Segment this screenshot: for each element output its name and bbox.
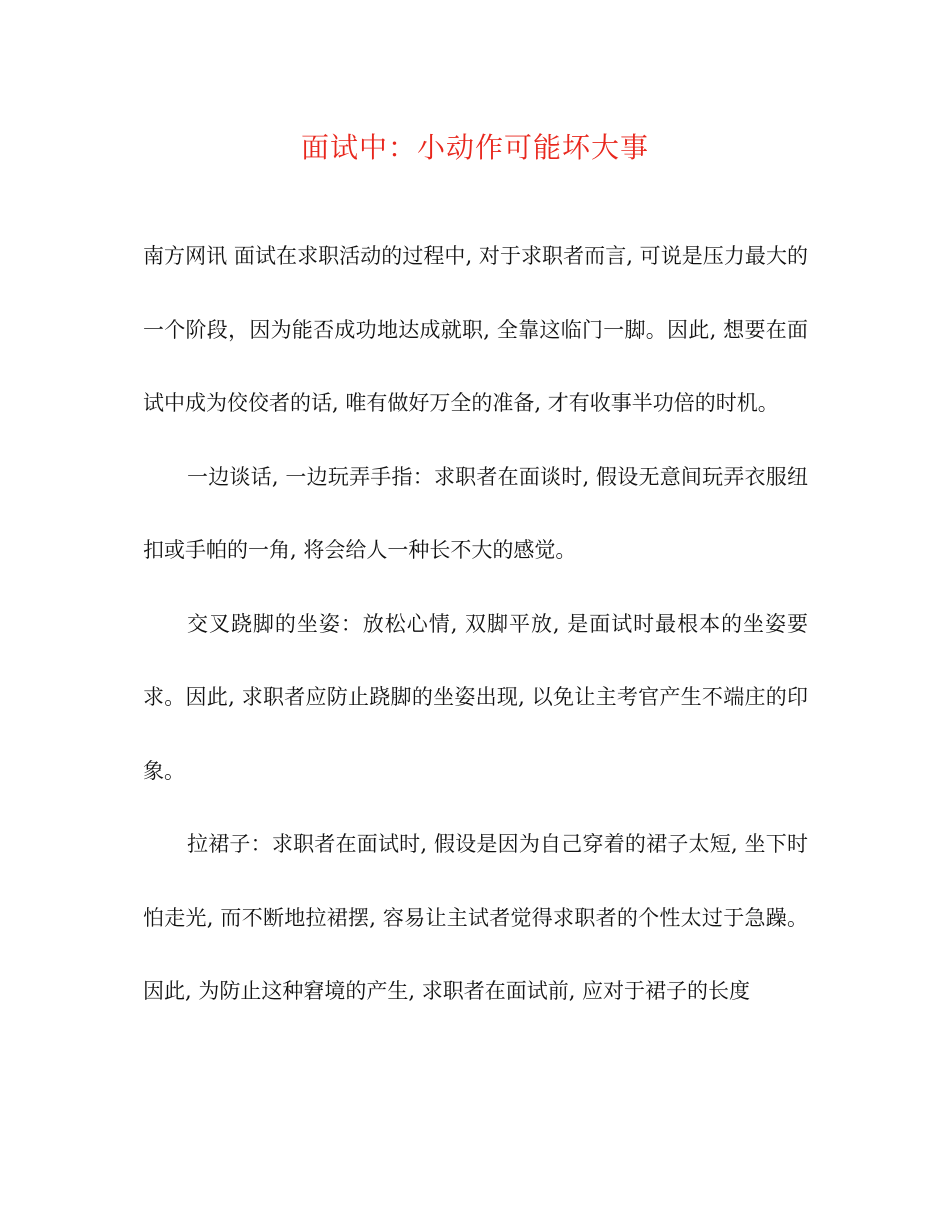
paragraph-fidgeting: 一边谈话, 一边玩弄手指：求职者在面谈时, 假设无意间玩弄衣服纽扣或手帕的一角, 将会给人一种长不大的感觉。 [143,464,808,562]
document-title: 面试中：小动作可能坏大事 [300,131,649,164]
paragraph-intro: 南方网讯 面试在求职活动的过程中, 对于求职者而言, 可说是压力最大的一个阶段，因为能否成功地达成就职, 全靠这临门一脚。因此, 想要在面试中成为佼佼者的话, 唯有做好万全的准备, 才有收事半功倍的时机。 [143,244,808,415]
paragraph-skirt: 拉裙子：求职者在面试时, 假设是因为自己穿着的裙子太短, 坐下时怕走光, 而不断地拉裙摆, 容易让主试者觉得求职者的个性太过于急躁。因此, 为防止这种窘境的产生, 求职者在面试前, 应对于裙子的长度 [143,832,808,1003]
document-body [143,220,808,1029]
paragraph-crossed-legs: 交叉跷脚的坐姿：放松心情, 双脚平放, 是面试时最根本的坐姿要求。因此, 求职者应防止跷脚的坐姿出现, 以免让主考官产生不端庄的印象。 [143,611,808,783]
